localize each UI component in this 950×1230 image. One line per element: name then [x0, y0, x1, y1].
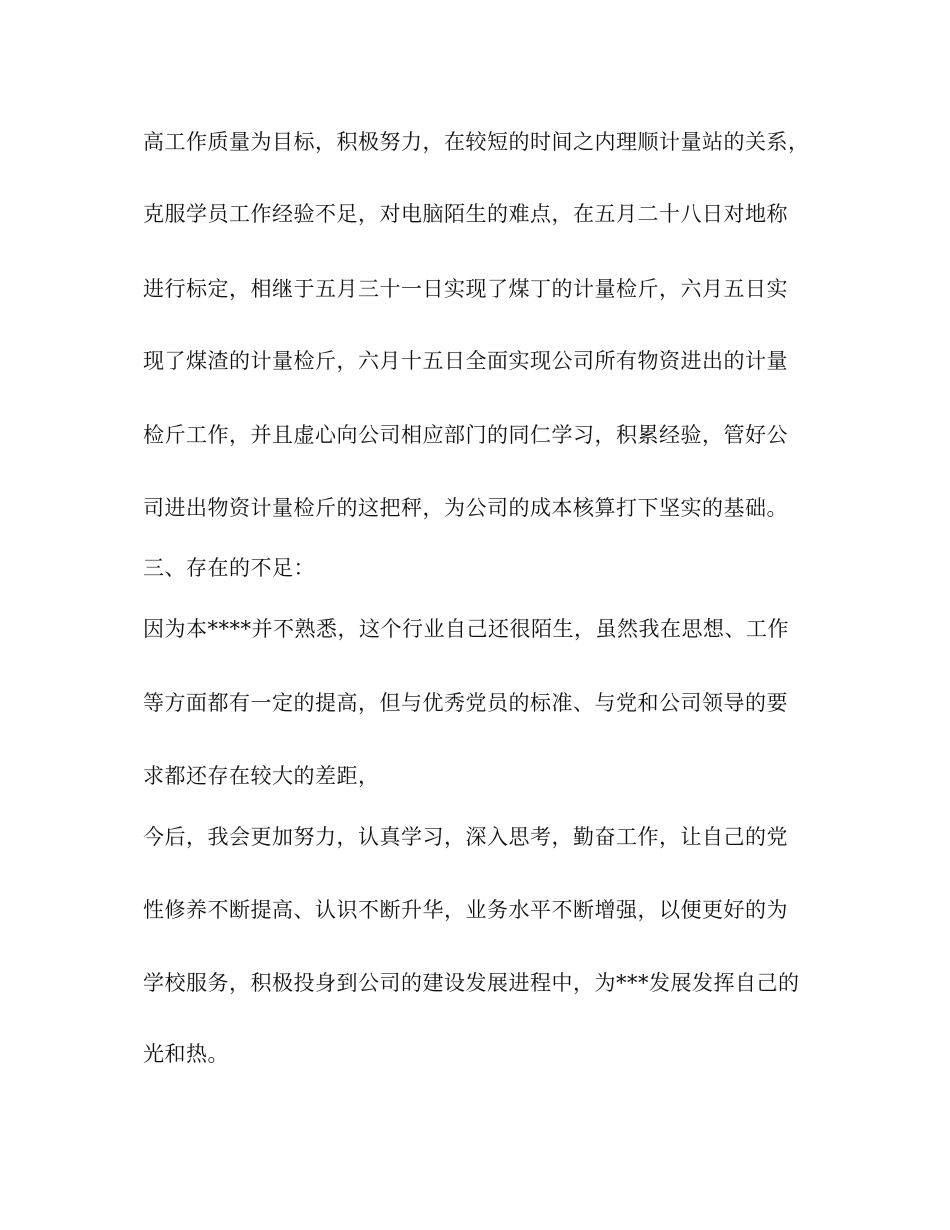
paragraph-line: 今后，我会更加努力，认真学习，深入思考，勤奋工作，让自己的党 [143, 825, 788, 849]
paragraph-line: 光和热。 [143, 1042, 229, 1066]
paragraph-line: 高工作质量为目标，积极努力，在较短的时间之内理顺计量站的关系， [143, 130, 810, 154]
paragraph-line: 学校服务，积极投身到公司的建设发展进程中，为***发展发挥自己的 [143, 971, 800, 995]
paragraph-line: 司进出物资计量检斤的这把秤，为公司的成本核算打下坚实的基础。 [143, 496, 788, 520]
section-heading: 三、存在的不足： [143, 556, 315, 580]
paragraph-line: 性修养不断提高、认识不断升华，业务水平不断增强，以便更好的为 [143, 898, 788, 922]
paragraph-line: 克服学员工作经验不足，对电脑陌生的难点，在五月二十八日对地称 [143, 202, 788, 226]
paragraph-line: 现了煤渣的计量检斤，六月十五日全面实现公司所有物资进出的计量 [143, 349, 788, 373]
paragraph-line: 等方面都有一定的提高，但与优秀党员的标准、与党和公司领导的要 [143, 691, 788, 715]
paragraph-line: 进行标定，相继于五月三十一日实现了煤丁的计量检斤，六月五日实 [143, 277, 788, 301]
paragraph-line: 因为本****并不熟悉，这个行业自己还很陌生，虽然我在思想、工作 [143, 617, 789, 641]
paragraph-line: 求都还存在较大的差距， [143, 764, 380, 788]
paragraph-line: 检斤工作，并且虚心向公司相应部门的同仁学习，积累经验，管好公 [143, 423, 788, 447]
